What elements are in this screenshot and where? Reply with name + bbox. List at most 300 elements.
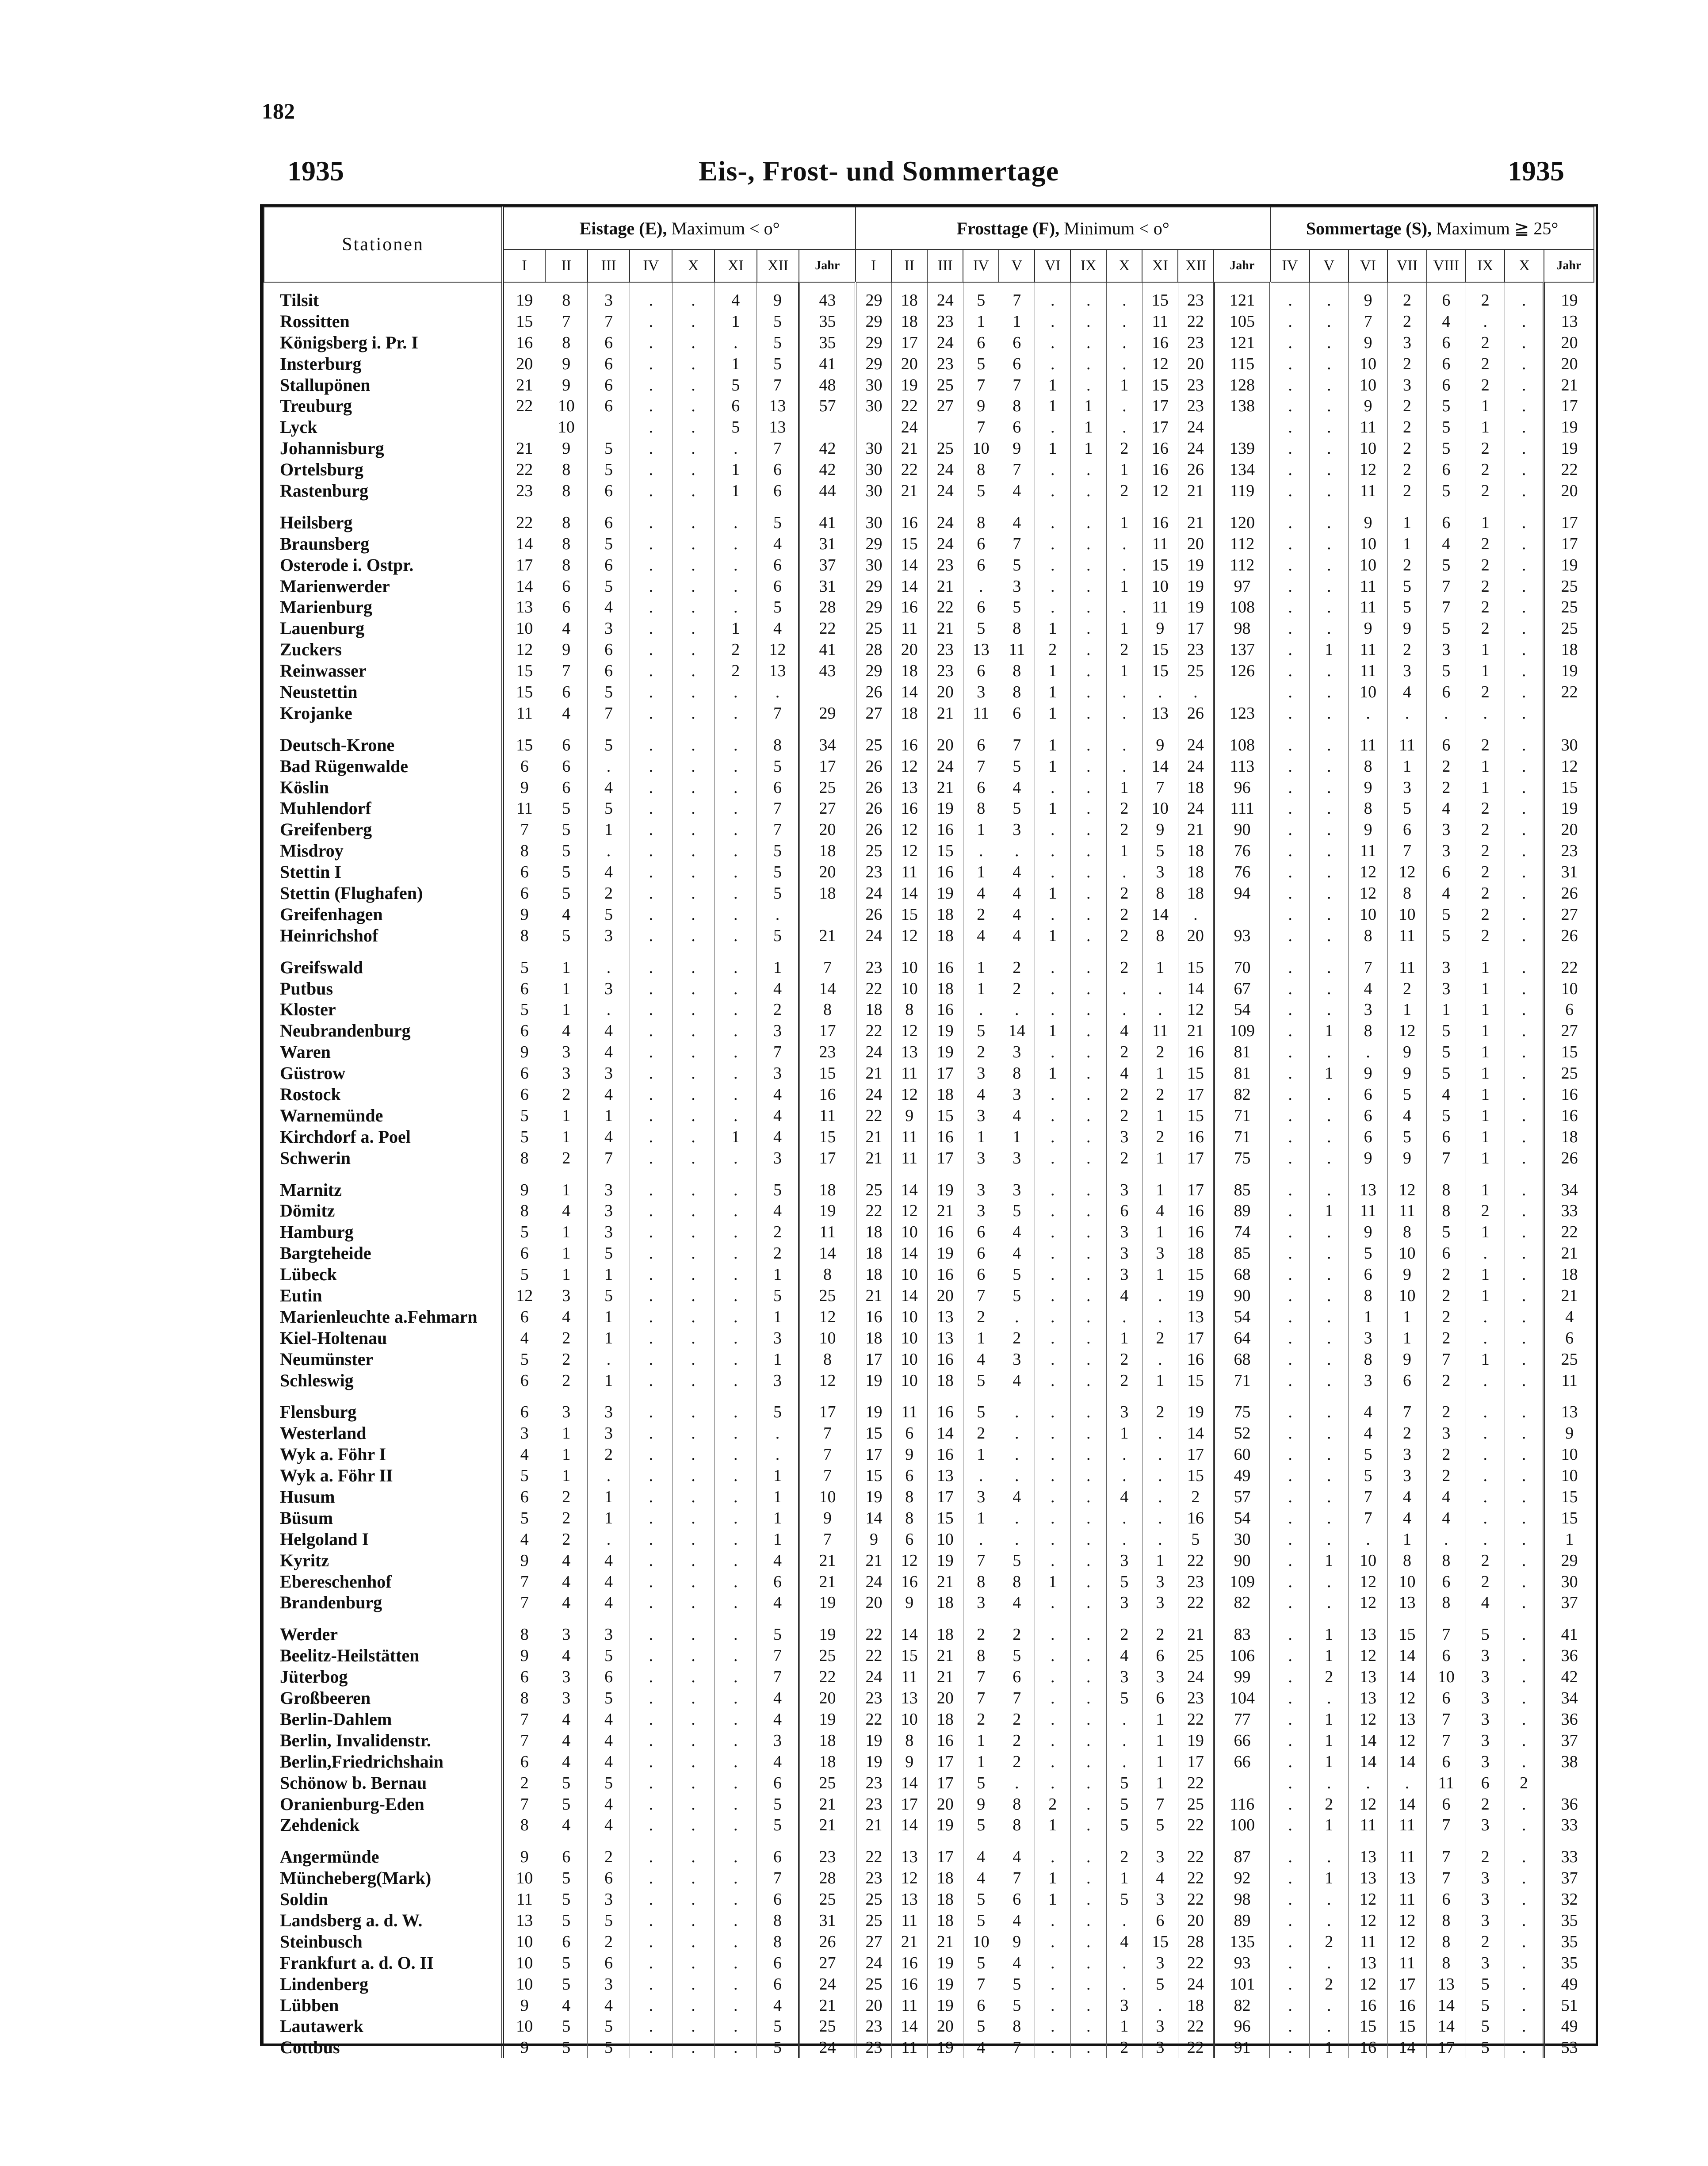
table-cell: 7 <box>999 735 1035 756</box>
table-cell: 4 <box>963 1349 999 1370</box>
table-cell: 24 <box>927 533 963 555</box>
table-row <box>264 1465 1594 1486</box>
table-cell: 2 <box>1387 353 1426 375</box>
table-cell <box>1466 1613 1505 1624</box>
table-cell: 12 <box>891 925 927 946</box>
table-cell: . <box>630 282 672 311</box>
table-cell: . <box>1505 1995 1544 2016</box>
table-cell: . <box>630 512 672 533</box>
table-cell: . <box>672 480 715 501</box>
table-cell: . <box>1310 883 1349 904</box>
table-cell: 2 <box>1466 597 1505 618</box>
table-cell <box>672 946 715 957</box>
table-cell <box>1310 1169 1349 1179</box>
table-cell: . <box>630 1868 672 1889</box>
table-cell: . <box>1505 1624 1544 1645</box>
table-cell: . <box>1035 1370 1070 1391</box>
table-cell: 1 <box>545 1465 588 1486</box>
table-cell: 4 <box>1427 1486 1466 1508</box>
table-cell: . <box>1505 840 1544 861</box>
table-cell <box>1178 1836 1214 1846</box>
table-cell <box>503 1836 545 1846</box>
table-cell: 38 <box>1544 1751 1594 1772</box>
table-cell: . <box>1106 756 1142 777</box>
table-cell <box>672 1391 715 1402</box>
table-cell: . <box>672 618 715 639</box>
table-cell: . <box>1070 1772 1106 1794</box>
table-cell: . <box>1310 555 1349 576</box>
table-cell: 5 <box>545 1910 588 1931</box>
table-row <box>264 1179 1594 1201</box>
table-cell: 18 <box>927 1370 963 1391</box>
table-cell: 1 <box>963 1328 999 1349</box>
table-cell: . <box>1070 576 1106 597</box>
table-cell: . <box>630 1995 672 2016</box>
table-cell: . <box>630 1179 672 1201</box>
table-cell: 8 <box>1349 1349 1387 1370</box>
table-cell: 28 <box>799 597 856 618</box>
table-cell: 15 <box>503 681 545 703</box>
table-cell: . <box>1310 618 1349 639</box>
table-cell: 29 <box>856 332 891 353</box>
table-cell: 8 <box>757 1931 799 1952</box>
table-cell: 17 <box>927 1148 963 1169</box>
table-cell: . <box>1270 1243 1309 1264</box>
table-cell <box>1178 1613 1214 1624</box>
table-cell: . <box>1070 1285 1106 1306</box>
table-cell: 4 <box>1349 1423 1387 1444</box>
table-cell: . <box>1035 978 1070 999</box>
table-row <box>264 1148 1594 1169</box>
table-cell: 1 <box>1466 1148 1505 1169</box>
table-cell: . <box>1270 1910 1309 1931</box>
station-name: Frankfurt a. d. O. II <box>264 1952 503 1974</box>
table-cell: . <box>1070 1465 1106 1486</box>
table-cell: . <box>1310 417 1349 438</box>
table-cell: 11 <box>503 798 545 819</box>
table-cell: 8 <box>891 999 927 1021</box>
table-cell <box>1106 1169 1142 1179</box>
table-cell: . <box>1070 639 1106 660</box>
table-cell: 1 <box>1142 1179 1178 1201</box>
table-cell: . <box>1270 555 1309 576</box>
table-cell: 106 <box>1214 1645 1270 1666</box>
table-row <box>264 282 1594 311</box>
table-cell <box>799 1836 856 1846</box>
table-cell: 15 <box>503 735 545 756</box>
table-cell: 36 <box>1544 1794 1594 1815</box>
table-cell: 18 <box>927 1084 963 1105</box>
table-cell: 2 <box>963 1306 999 1328</box>
table-cell: . <box>1070 1592 1106 1614</box>
station-name: Kirchdorf a. Poel <box>264 1126 503 1148</box>
table-cell: . <box>1310 1995 1349 2016</box>
table-cell: . <box>715 999 757 1021</box>
table-cell: 20 <box>927 1794 963 1815</box>
table-cell: . <box>1035 777 1070 798</box>
table-cell: 11 <box>891 1666 927 1688</box>
table-cell: 11 <box>1387 925 1426 946</box>
table-row <box>264 957 1594 978</box>
table-cell: 1 <box>1142 1221 1178 1243</box>
table-cell: . <box>1035 311 1070 332</box>
table-cell: 3 <box>588 1889 630 1910</box>
table-cell: . <box>672 1730 715 1751</box>
table-cell <box>927 417 963 438</box>
table-cell: . <box>1270 1285 1309 1306</box>
table-cell: 14 <box>891 1179 927 1201</box>
table-cell: 6 <box>891 1423 927 1444</box>
table-cell: 5 <box>1427 1041 1466 1063</box>
table-cell: 25 <box>799 2016 856 2037</box>
station-name: Schwerin <box>264 1148 503 1169</box>
station-name: Lautawerk <box>264 2016 503 2037</box>
table-row <box>264 512 1594 533</box>
table-cell: 7 <box>1142 777 1178 798</box>
table-cell: . <box>1505 1444 1544 1465</box>
table-cell: 7 <box>1427 1814 1466 1836</box>
table-cell: . <box>1505 861 1544 883</box>
table-cell: . <box>630 1814 672 1836</box>
table-cell: 23 <box>856 1868 891 1889</box>
table-row <box>264 1730 1594 1751</box>
table-cell: . <box>1035 1243 1070 1264</box>
sommertage-condition: Maximum ≧ 25° <box>1436 218 1559 238</box>
table-cell: 2 <box>1466 735 1505 756</box>
table-cell: . <box>1070 1126 1106 1148</box>
table-cell: 23 <box>503 480 545 501</box>
table-cell: . <box>1270 1794 1309 1815</box>
table-cell: 1 <box>545 999 588 1021</box>
table-cell: . <box>1270 311 1309 332</box>
table-cell: . <box>1070 978 1106 999</box>
table-cell: 1 <box>963 1444 999 1465</box>
table-cell: . <box>1310 777 1349 798</box>
table-cell: . <box>1505 1974 1544 1995</box>
table-cell: 6 <box>999 1889 1035 1910</box>
table-cell: 134 <box>1214 459 1270 480</box>
table-cell: . <box>1505 819 1544 840</box>
table-cell: 2 <box>1427 777 1466 798</box>
table-cell <box>588 1391 630 1402</box>
table-cell: 25 <box>856 618 891 639</box>
station-name: Heinrichshof <box>264 925 503 946</box>
table-cell: 5 <box>1466 1974 1505 1995</box>
table-cell: . <box>1035 1730 1070 1751</box>
table-cell: 18 <box>1178 840 1214 861</box>
table-cell: . <box>672 1868 715 1889</box>
table-cell: 4 <box>757 1084 799 1105</box>
table-cell: 3 <box>588 925 630 946</box>
table-cell: 1 <box>1310 1063 1349 1084</box>
table-cell: 6 <box>503 756 545 777</box>
table-cell <box>1214 724 1270 735</box>
table-row <box>264 1126 1594 1148</box>
table-cell <box>856 501 891 512</box>
table-cell: 13 <box>1349 1952 1387 1974</box>
table-cell: 3 <box>1466 1889 1505 1910</box>
table-cell: 1 <box>1142 1264 1178 1285</box>
table-cell: 1 <box>1035 735 1070 756</box>
table-cell: . <box>1106 332 1142 353</box>
table-cell: 12 <box>1387 1688 1426 1709</box>
table-cell: 24 <box>856 1666 891 1688</box>
table-cell <box>1387 501 1426 512</box>
table-cell: . <box>1349 1529 1387 1550</box>
table-cell: 16 <box>927 1444 963 1465</box>
table-cell: 17 <box>1142 395 1178 417</box>
table-cell: . <box>1070 1221 1106 1243</box>
table-cell: 11 <box>1387 1201 1426 1222</box>
table-cell: 6 <box>1427 1243 1466 1264</box>
table-row <box>264 1995 1594 2016</box>
table-cell: 13 <box>1349 1179 1387 1201</box>
table-cell: 5 <box>757 1285 799 1306</box>
table-cell: 20 <box>1544 819 1594 840</box>
table-cell: . <box>715 1486 757 1508</box>
table-cell: 23 <box>927 639 963 660</box>
table-cell: 8 <box>1427 1592 1466 1614</box>
table-cell: 1 <box>1310 1730 1349 1751</box>
table-cell: . <box>1505 395 1544 417</box>
station-name: Oranienburg-Eden <box>264 1794 503 1815</box>
table-cell: 8 <box>503 840 545 861</box>
table-cell: . <box>1505 957 1544 978</box>
table-row <box>264 1529 1594 1550</box>
table-cell: 9 <box>545 375 588 396</box>
table-cell: 18 <box>1544 1126 1594 1148</box>
table-cell: 26 <box>856 904 891 925</box>
table-cell: . <box>1070 332 1106 353</box>
table-cell: . <box>672 1592 715 1614</box>
table-cell: 20 <box>927 681 963 703</box>
table-cell: 16 <box>1178 1508 1214 1529</box>
table-cell: 27 <box>856 703 891 724</box>
table-cell: 8 <box>503 1148 545 1169</box>
station-name: Johannisburg <box>264 438 503 459</box>
table-cell: . <box>630 861 672 883</box>
table-cell: 37 <box>1544 1730 1594 1751</box>
table-row <box>264 639 1594 660</box>
table-cell: . <box>1505 1285 1544 1306</box>
table-cell: . <box>1270 1423 1309 1444</box>
table-cell: . <box>630 1306 672 1328</box>
table-cell <box>1544 1836 1594 1846</box>
table-cell: 3 <box>588 1201 630 1222</box>
table-cell: 6 <box>963 332 999 353</box>
table-cell: 74 <box>1214 1221 1270 1243</box>
table-cell: 6 <box>545 756 588 777</box>
table-cell: 7 <box>503 1571 545 1592</box>
table-cell: 6 <box>1544 999 1594 1021</box>
table-cell: 1 <box>1035 618 1070 639</box>
station-name <box>264 724 503 735</box>
table-cell: 22 <box>927 597 963 618</box>
table-cell: 4 <box>588 1995 630 2016</box>
table-cell: . <box>1270 282 1309 311</box>
table-cell: . <box>630 1910 672 1931</box>
table-cell <box>545 1613 588 1624</box>
table-cell <box>1387 1391 1426 1402</box>
table-cell: 8 <box>1349 925 1387 946</box>
table-cell: 9 <box>1142 819 1178 840</box>
table-cell: 3 <box>1387 375 1426 396</box>
table-cell: 10 <box>1349 375 1387 396</box>
table-cell: 57 <box>1214 1486 1270 1508</box>
table-cell <box>1270 501 1309 512</box>
table-cell: . <box>1270 533 1309 555</box>
table-cell: . <box>672 1709 715 1730</box>
table-cell: 21 <box>927 1666 963 1688</box>
table-cell: 5 <box>588 681 630 703</box>
table-cell: . <box>672 1306 715 1328</box>
table-cell: . <box>1505 1201 1544 1222</box>
eistage-month-header: I <box>503 249 545 282</box>
table-cell: . <box>1310 1402 1349 1423</box>
table-cell: 3 <box>1142 1243 1178 1264</box>
table-cell: 9 <box>1349 395 1387 417</box>
table-cell: 2 <box>1106 1370 1142 1391</box>
table-cell: . <box>630 480 672 501</box>
station-name: Schleswig <box>264 1370 503 1391</box>
table-cell: 10 <box>1387 1571 1426 1592</box>
table-cell: 21 <box>1178 819 1214 840</box>
table-cell: 24 <box>1178 798 1214 819</box>
table-cell: . <box>1270 1264 1309 1285</box>
table-cell: . <box>1505 735 1544 756</box>
table-cell <box>927 1613 963 1624</box>
table-cell: . <box>1310 703 1349 724</box>
table-cell: . <box>1387 1772 1426 1794</box>
table-cell: 4 <box>999 1105 1035 1126</box>
table-cell: 14 <box>927 1423 963 1444</box>
table-cell: 19 <box>503 282 545 311</box>
table-cell: 17 <box>1387 1974 1426 1995</box>
table-cell <box>1310 1613 1349 1624</box>
table-cell: 26 <box>856 777 891 798</box>
table-cell: 17 <box>856 1349 891 1370</box>
table-cell: 82 <box>1214 1995 1270 2016</box>
table-cell: 9 <box>1387 1349 1426 1370</box>
table-cell: . <box>1070 1751 1106 1772</box>
table-cell: 5 <box>588 576 630 597</box>
sommertage-header <box>1270 207 1594 249</box>
table-cell <box>799 946 856 957</box>
table-cell <box>1270 1613 1309 1624</box>
table-cell: 24 <box>856 1571 891 1592</box>
table-cell: 2 <box>1387 282 1426 311</box>
table-cell: 5 <box>757 311 799 332</box>
table-cell: . <box>630 1221 672 1243</box>
table-cell: . <box>588 1465 630 1486</box>
table-cell: . <box>1270 1889 1309 1910</box>
table-cell: 20 <box>503 353 545 375</box>
table-cell <box>1466 501 1505 512</box>
table-cell: . <box>588 1529 630 1550</box>
table-cell <box>799 724 856 735</box>
table-cell: 10 <box>545 417 588 438</box>
table-cell: 18 <box>927 1910 963 1931</box>
table-cell: . <box>1035 840 1070 861</box>
table-cell <box>1349 1836 1387 1846</box>
table-cell: 37 <box>1544 1592 1594 1614</box>
table-cell: 4 <box>963 1868 999 1889</box>
table-cell: . <box>1106 703 1142 724</box>
table-cell: 9 <box>1387 1041 1426 1063</box>
table-cell: . <box>588 999 630 1021</box>
table-cell <box>856 724 891 735</box>
table-cell: 1 <box>1070 438 1106 459</box>
table-cell: 19 <box>799 1592 856 1614</box>
table-cell: 30 <box>856 395 891 417</box>
table-cell: 7 <box>1349 311 1387 332</box>
table-cell: 5 <box>757 883 799 904</box>
table-cell: 97 <box>1214 576 1270 597</box>
table-cell: . <box>672 1328 715 1349</box>
table-cell: 9 <box>891 1751 927 1772</box>
table-cell: . <box>1505 1370 1544 1391</box>
table-cell: 9 <box>799 1508 856 1529</box>
table-cell: . <box>672 395 715 417</box>
table-cell: 10 <box>1349 681 1387 703</box>
station-name: Greifenhagen <box>264 904 503 925</box>
table-cell: 6 <box>891 1465 927 1486</box>
table-cell: 21 <box>799 925 856 946</box>
table-cell: 3 <box>1106 1179 1142 1201</box>
table-cell: 14 <box>1387 1794 1426 1815</box>
table-cell: 6 <box>757 480 799 501</box>
table-cell <box>1035 1169 1070 1179</box>
table-cell: 3 <box>963 1201 999 1222</box>
table-cell: . <box>588 1349 630 1370</box>
table-cell <box>1070 946 1106 957</box>
table-cell <box>672 724 715 735</box>
table-cell: . <box>1427 703 1466 724</box>
table-cell: 9 <box>503 777 545 798</box>
table-cell: 18 <box>856 999 891 1021</box>
table-cell: . <box>1070 1444 1106 1465</box>
table-cell <box>999 501 1035 512</box>
table-cell <box>927 1169 963 1179</box>
table-row <box>264 660 1594 681</box>
table-cell: . <box>672 1508 715 1529</box>
table-cell: 49 <box>1544 2016 1594 2037</box>
table-cell: . <box>1310 353 1349 375</box>
table-cell: 10 <box>891 1221 927 1243</box>
table-cell: 22 <box>856 1709 891 1730</box>
table-cell: 2 <box>1387 480 1426 501</box>
table-cell: 5 <box>545 2016 588 2037</box>
table-cell: 21 <box>1544 1285 1594 1306</box>
table-cell <box>856 417 891 438</box>
table-cell: . <box>1035 555 1070 576</box>
table-cell: 21 <box>1178 480 1214 501</box>
table-cell: . <box>1035 1349 1070 1370</box>
table-cell: 13 <box>503 1910 545 1931</box>
table-cell: . <box>630 883 672 904</box>
table-cell: 6 <box>588 353 630 375</box>
table-cell: 4 <box>588 1550 630 1571</box>
table-cell: . <box>1310 756 1349 777</box>
table-cell <box>715 946 757 957</box>
table-cell: . <box>1070 1730 1106 1751</box>
table-row <box>264 1592 1594 1614</box>
table-cell: 19 <box>927 1550 963 1571</box>
table-cell: 3 <box>1427 1423 1466 1444</box>
table-cell: 23 <box>1178 639 1214 660</box>
table-cell <box>503 946 545 957</box>
table-cell: 7 <box>999 459 1035 480</box>
